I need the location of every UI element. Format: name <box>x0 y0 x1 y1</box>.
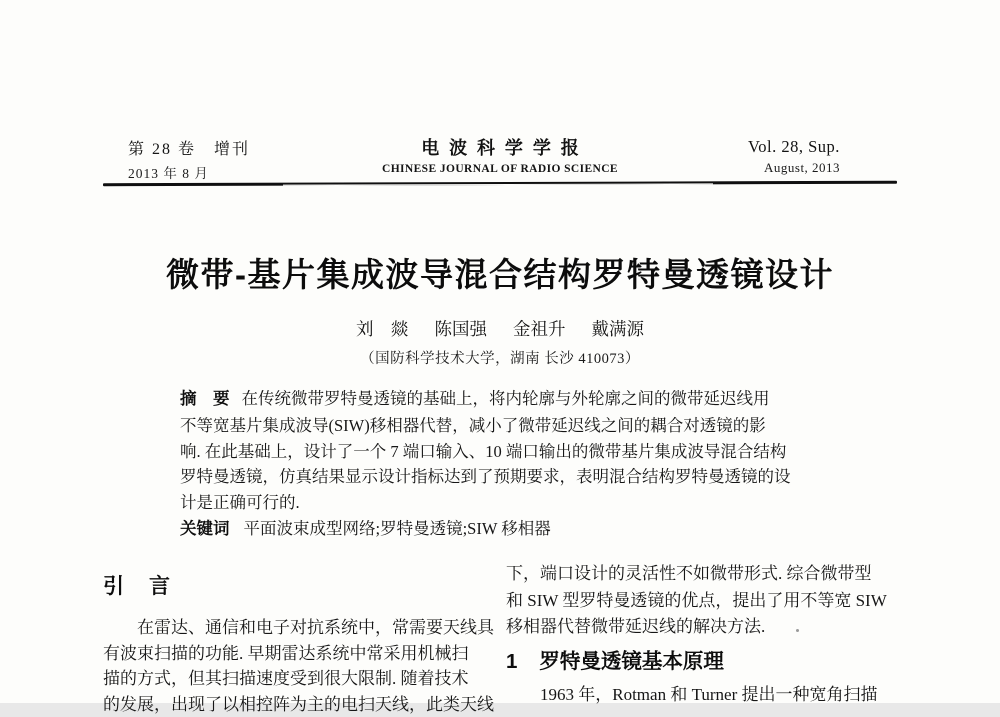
section-1-number: 1 <box>506 648 517 675</box>
intro-line-1: 在雷达、通信和电子对抗系统中，常需要天线具 <box>103 615 495 641</box>
section1-line-1: 1963 年，Rotman 和 Turner 提出一种宽角扫描 <box>506 682 904 709</box>
abstract-line-5: 计是正确可行的. <box>180 490 825 516</box>
scan-artifact-speck <box>796 629 799 632</box>
abstract-line <box>180 386 825 413</box>
abstract-line-2: 不等宽基片集成波导(SIW)移相器代替，减小了微带延迟线之间的耦合对透镜的影 <box>180 413 825 439</box>
right-para1-line-2: 和 SIW 型罗特曼透镜的优点，提出了用不等宽 SIW <box>506 588 904 615</box>
keywords-line <box>180 516 825 543</box>
section-1-title: 罗特曼透镜基本原理 <box>539 648 724 675</box>
section-1-paragraph <box>506 682 904 709</box>
journal-title-chinese: 电波科学学报 <box>300 134 710 160</box>
section-1-heading <box>506 648 904 675</box>
abstract-label: 摘 要 <box>180 390 230 408</box>
paper-title: 微带-基片集成波导混合结构罗特曼透镜设计 <box>0 249 1000 296</box>
author-1: 刘 燚 <box>356 316 409 341</box>
author-list <box>0 316 1000 341</box>
author-2: 陈国强 <box>435 316 488 341</box>
header-date-cn: 2013 年 8 月 <box>128 162 250 182</box>
right-para1-line-1: 下，端口设计的灵活性不如微带形式. 综合微带型 <box>506 561 904 588</box>
intro-line-3: 描的方式，但其扫描速度受到很大限制. 随着技术 <box>103 666 495 692</box>
header-journal-title-block <box>300 134 700 175</box>
journal-title-english: CHINESE JOURNAL OF RADIO SCIENCE <box>300 163 700 175</box>
keywords-label: 关键词 <box>180 520 230 538</box>
introduction-paragraph <box>103 615 495 717</box>
header-volume-issue: 第 28 卷 增刊 <box>128 136 250 159</box>
author-3: 金祖升 <box>513 316 566 341</box>
keywords-text: 平面波束成型网络;罗特曼透镜;SIW 移相器 <box>244 519 551 538</box>
abstract-line-3: 响. 在此基础上，设计了一个 7 端口输入、10 端口输出的微带基片集成波导混合结构 <box>180 439 825 465</box>
header-date-en: August, 2013 <box>748 160 840 176</box>
intro-line-4: 的发展，出现了以相控阵为主的电扫天线，此类天线 <box>103 692 495 717</box>
abstract-line-1: 在传统微带罗特曼透镜的基础上，将内轮廓与外轮廓之间的微带延迟线用 <box>242 389 770 408</box>
affiliation: （国防科学技术大学，湖南 长沙 410073） <box>0 347 1000 368</box>
left-column <box>103 570 495 717</box>
abstract-block <box>180 386 825 543</box>
right-column <box>506 561 904 708</box>
abstract-line-4: 罗特曼透镜，仿真结果显示设计指标达到了预期要求，表明混合结构罗特曼透镜的设 <box>180 464 825 490</box>
introduction-heading: 引 言 <box>103 570 495 600</box>
header-vol-block <box>748 137 840 176</box>
intro-line-2: 有波束扫描的功能. 早期雷达系统中常采用机械扫 <box>103 641 495 667</box>
header-vol-sup: Vol. 28, Sup. <box>748 137 840 157</box>
author-4: 戴满源 <box>592 316 645 341</box>
right-para1-line-3: 移相器代替微带延迟线的解决方法. <box>506 614 904 641</box>
header-volume-block <box>128 136 250 182</box>
